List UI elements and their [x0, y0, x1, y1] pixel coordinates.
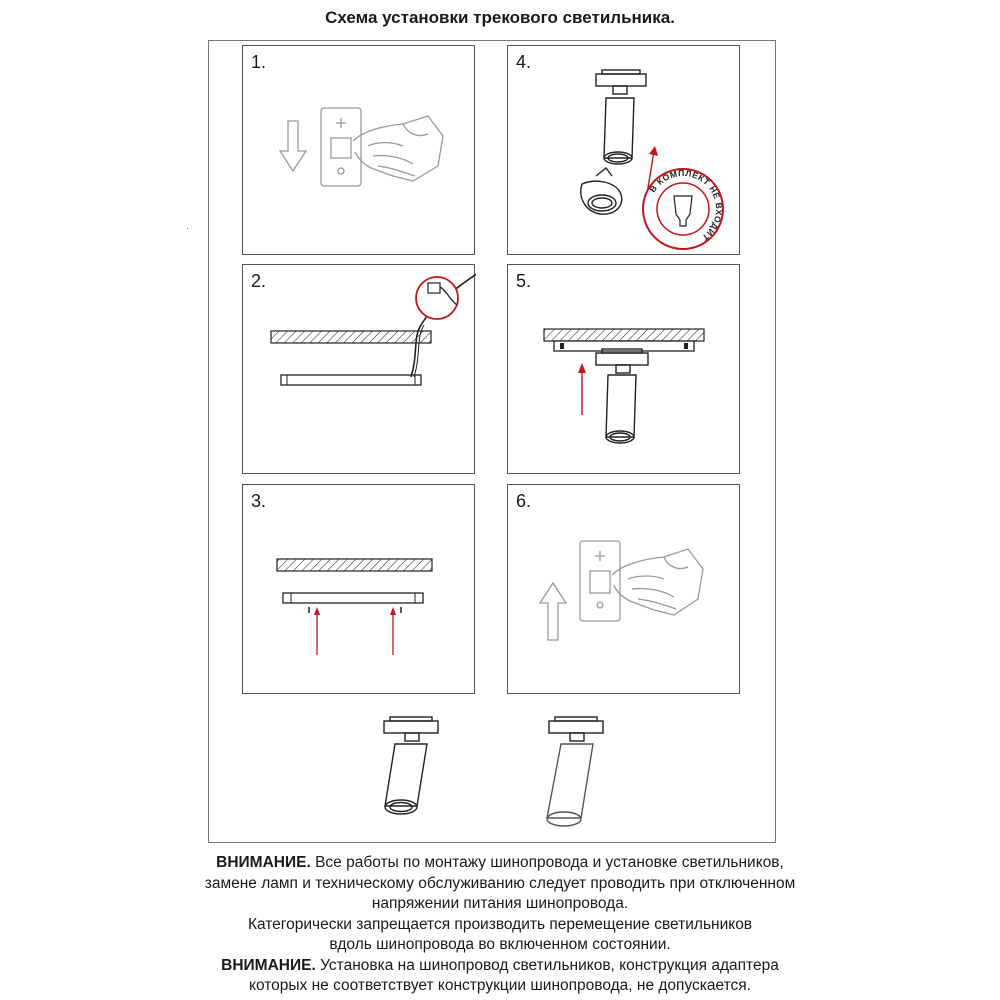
warning-text: замене ламп и техническому обслуживанию следует проводить при отключенном: [204, 874, 796, 892]
step-3-panel: [242, 484, 475, 694]
warning-text: Все работы по монтажу шинопровода и установке светильников,: [310, 854, 784, 871]
stray-dot: [187, 228, 188, 229]
warning-text: Категорически запрещается производить перемещение светильников: [247, 915, 753, 933]
step-number: 3.: [251, 491, 267, 511]
badge-text: В КОМПЛЕКТ НЕ ВХОДИТ: [647, 167, 725, 243]
fixture-examples: [209, 706, 777, 846]
step-5-panel: [507, 264, 740, 474]
track-adapter: [596, 353, 648, 365]
step-5-illustration: [508, 265, 741, 475]
step-4-panel: [507, 45, 740, 255]
step-1-illustration: [243, 46, 476, 256]
step-3-illustration: [243, 485, 476, 695]
step-number: 5.: [516, 271, 532, 291]
step-number: 1.: [251, 52, 267, 72]
step-6-illustration: [508, 485, 741, 695]
down-arrow-icon: [280, 121, 306, 171]
step-6-panel: [507, 484, 740, 694]
step-4-illustration: [508, 46, 741, 256]
ceiling: [271, 331, 431, 343]
warning-label: ВНИМАНИЕ.: [221, 956, 316, 974]
warning-text: вдоль шинопровода во включенном состоянии.: [329, 936, 671, 953]
fixture-light: [547, 717, 603, 826]
hand-icon: [612, 549, 703, 615]
instruction-frame: [208, 40, 776, 843]
ceiling: [544, 329, 704, 341]
warning-block: [100, 853, 900, 997]
warning-label: ВНИМАНИЕ.: [216, 854, 311, 871]
bulb-stem: [596, 168, 612, 176]
hand-icon: [353, 116, 443, 181]
warning-text: которых не соответствует конструкции шинопровода, не допускается.: [248, 977, 751, 994]
track-adapter: [596, 74, 646, 86]
step-2-panel: [242, 264, 475, 474]
lamp-body: [606, 375, 636, 437]
up-arrow-icon: [540, 583, 566, 640]
step-number: 2.: [251, 271, 267, 291]
page-title: Схема установки трекового светильника.: [325, 8, 675, 27]
fixture-dark: [384, 717, 438, 814]
step-number: 6.: [516, 491, 532, 511]
step-number: 4.: [516, 52, 532, 72]
track-rail: [283, 593, 423, 603]
warning-text: напряжении питания шинопровода.: [371, 895, 629, 912]
warning-text: Установка на шинопровод светильников, конструкция адаптера: [315, 956, 779, 974]
step-2-illustration: [243, 265, 476, 475]
lamp-body: [604, 98, 634, 158]
step-1-panel: [242, 45, 475, 255]
ceiling: [277, 559, 432, 571]
track-rail: [281, 375, 421, 385]
